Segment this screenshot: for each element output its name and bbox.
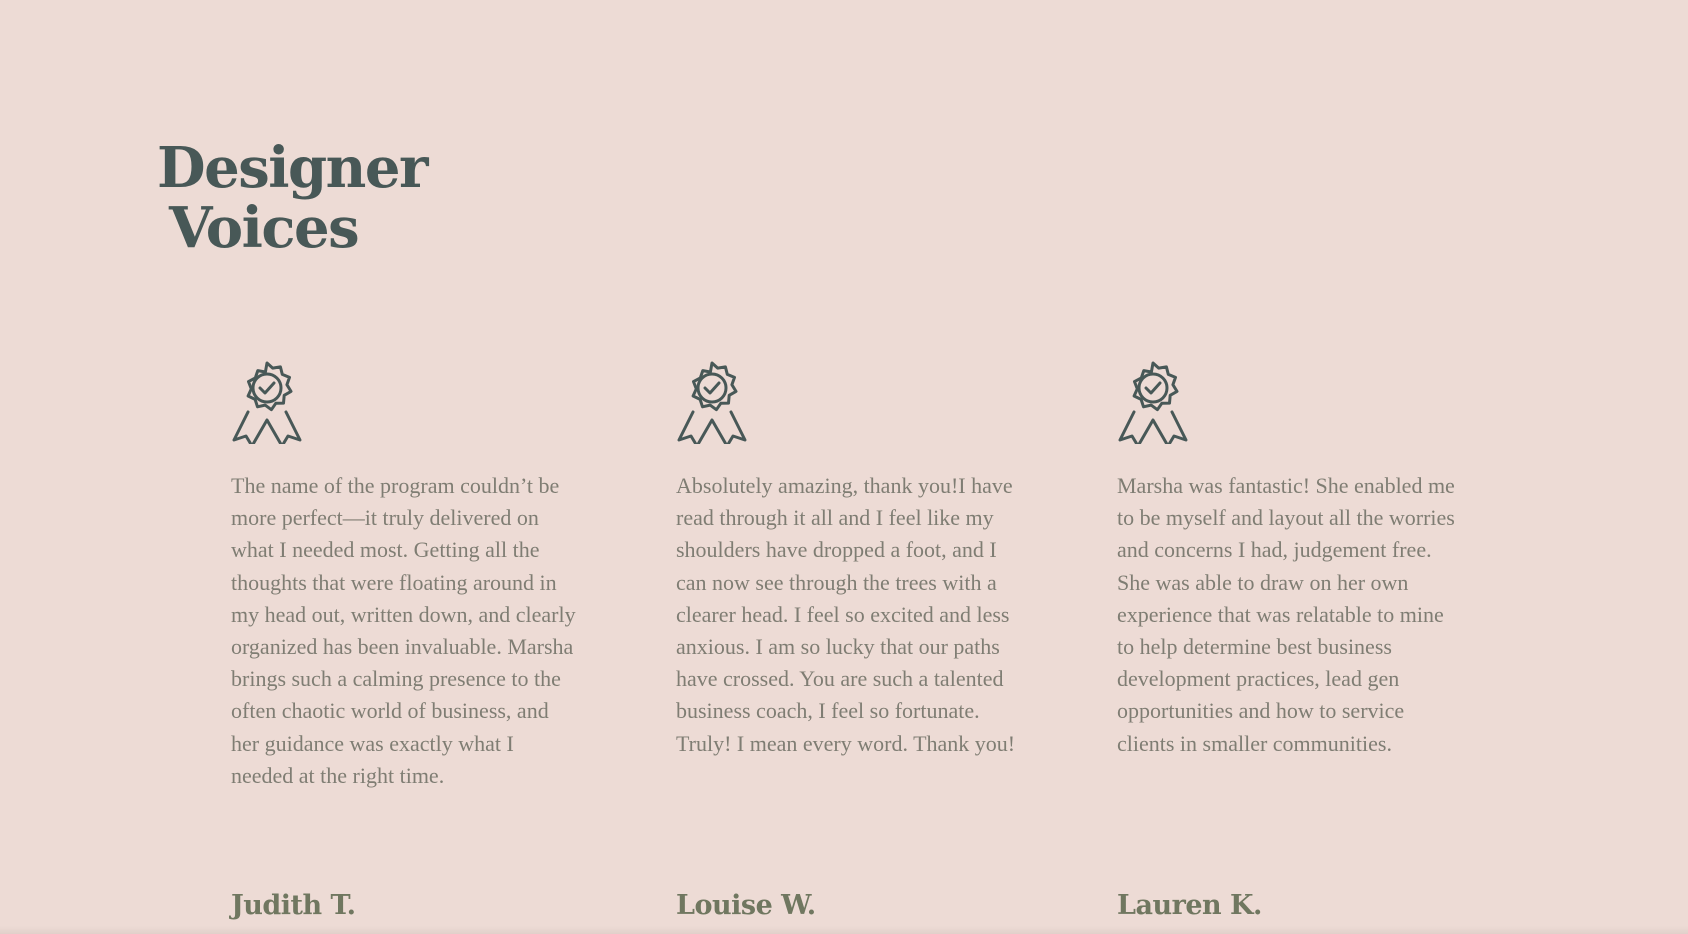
testimonial-quote: Absolutely amazing, thank you!I have read through it all and I feel like my shoulders have dropped a foot, and I can now see through the trees with a clearer head. I feel so excited and less anxious. I am so lucky that our paths have crossed. You are such a talented business coach, I feel so fortunate. Truly! I mean every word. Thank you! [676, 473, 1016, 756]
testimonial-quote: The name of the program couldn’t be more perfect—it truly delivered on what I needed most. Getting all the thoughts that were floating around in my head out, written down, and clearly organized has been invaluable. Marsha brings such a calming presence to the often chaotic world of business, and her guidance was exactly what I needed at the right time. [231, 473, 576, 788]
testimonial-author: Lauren K. [1117, 890, 1262, 921]
testimonial-quote: Marsha was fantastic! She enabled me to be myself and layout all the worries and concerns I had, judgement free. She was able to draw on her own experience that was relatable to mine to help determine best business development practices, lead gen opportunities and how to service clients in smaller communities. [1117, 473, 1455, 756]
award-badge-icon [1117, 360, 1189, 444]
bottom-shadow [0, 926, 1688, 934]
section-title [157, 135, 427, 261]
testimonial-author: Louise W. [676, 890, 816, 921]
award-badge-icon [231, 360, 303, 444]
section-title-line-1: Designer [157, 135, 427, 201]
testimonial-author: Judith T. [231, 890, 356, 921]
section-title-line-2: Voices [169, 195, 359, 261]
testimonial-card [231, 360, 576, 921]
testimonial-card [676, 360, 1021, 921]
testimonial-card [1117, 360, 1462, 921]
award-badge-icon [676, 360, 748, 444]
